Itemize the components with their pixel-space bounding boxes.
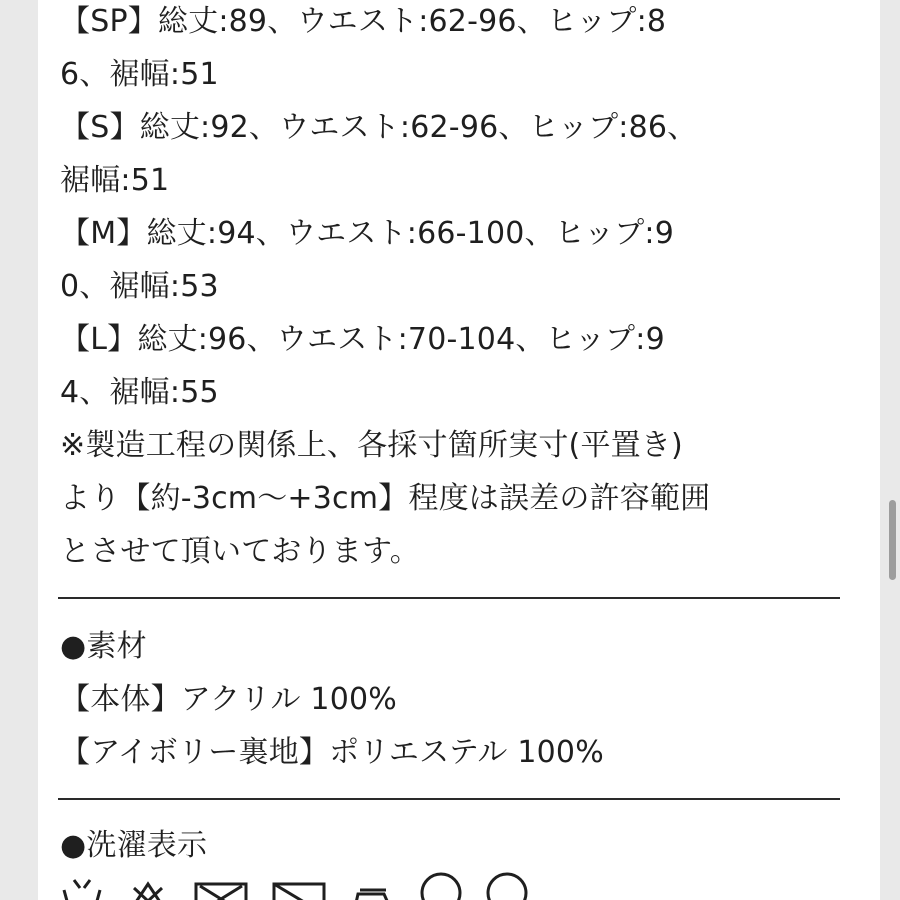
care-heading: ●洗濯表示 (60, 828, 208, 863)
iron-icon (348, 876, 398, 900)
size-sp-line-1: 【SP】総丈:89、ウエスト:62-96、ヒップ:8 (60, 4, 667, 39)
dry-clean-f-icon (484, 870, 530, 900)
material-heading: ●素材 (60, 629, 147, 664)
line-dry-icon (270, 876, 328, 900)
size-m-line-2: 0、裾幅:53 (60, 269, 219, 304)
size-m-line-1: 【M】総丈:94、ウエスト:66-100、ヒップ:9 (60, 216, 675, 251)
divider (58, 798, 840, 800)
scrollbar-thumb[interactable] (889, 500, 896, 580)
size-l-line-2: 4、裾幅:55 (60, 375, 219, 410)
product-description-panel (38, 0, 880, 900)
care-label-icons (60, 876, 530, 900)
divider (58, 597, 840, 599)
size-l-line-1: 【L】総丈:96、ウエスト:70-104、ヒップ:9 (60, 322, 665, 357)
measurement-note-line-2: より【約-3cm〜+3cm】程度は誤差の許容範囲 (60, 481, 711, 516)
dry-clean-p-icon (418, 870, 464, 900)
tumble-dry-prohibited-icon (192, 876, 250, 900)
bleach-prohibited-icon (124, 876, 172, 900)
material-lining: 【アイボリー裏地】ポリエステル 100% (60, 735, 604, 770)
measurement-note-line-3: とさせて頂いております。 (60, 534, 420, 569)
size-s-line-2: 裾幅:51 (60, 163, 170, 198)
material-body: 【本体】アクリル 100% (60, 682, 398, 717)
measurement-note-line-1: ※製造工程の関係上、各採寸箇所実寸(平置き) (60, 428, 683, 463)
size-sp-line-2: 6、裾幅:51 (60, 57, 219, 92)
hand-wash-icon (60, 876, 104, 900)
size-s-line-1: 【S】総丈:92、ウエスト:62-96、ヒップ:86、 (60, 110, 698, 145)
